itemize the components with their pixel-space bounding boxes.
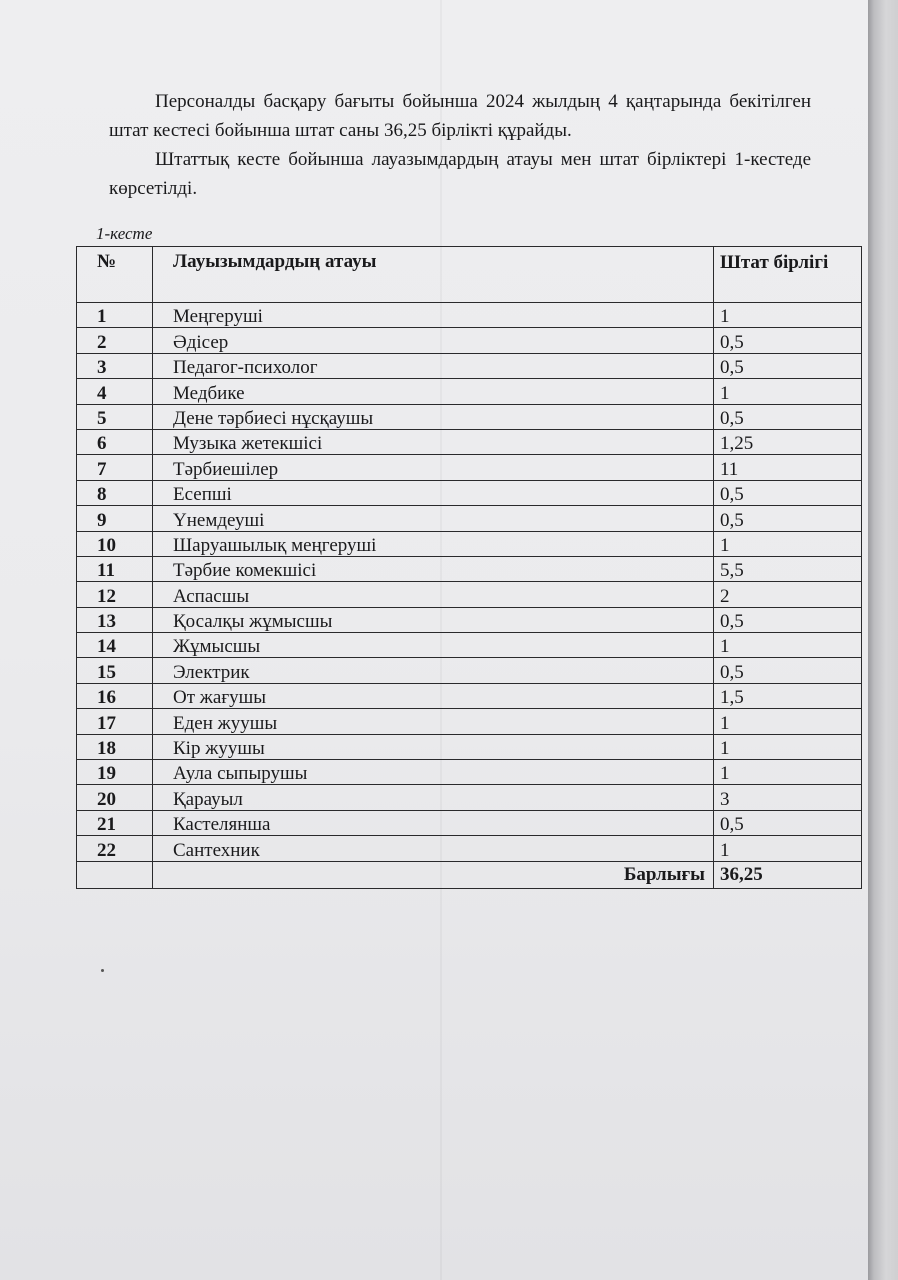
row-staff-units: 1	[714, 836, 862, 861]
row-number: 20	[77, 785, 153, 810]
table-row	[77, 785, 862, 810]
table-row	[77, 379, 862, 404]
table-row	[77, 709, 862, 734]
row-position-name: Аула сыпырушы	[153, 760, 714, 785]
row-position-name: Қосалқы жұмысшы	[153, 607, 714, 632]
row-staff-units: 11	[714, 455, 862, 480]
table-row	[77, 404, 862, 429]
table-row	[77, 760, 862, 785]
row-number: 22	[77, 836, 153, 861]
row-staff-units: 1,25	[714, 429, 862, 454]
row-number: 6	[77, 429, 153, 454]
total-label: Барлығы	[153, 861, 714, 888]
row-position-name: Кастелянша	[153, 810, 714, 835]
staff-table	[76, 246, 862, 889]
row-staff-units: 1,5	[714, 683, 862, 708]
row-staff-units: 0,5	[714, 353, 862, 378]
row-position-name: Тәрбие комекшісі	[153, 556, 714, 581]
row-staff-units: 0,5	[714, 480, 862, 505]
total-value: 36,25	[714, 861, 862, 888]
table-total-row	[77, 861, 862, 888]
row-position-name: Электрик	[153, 658, 714, 683]
row-position-name: Педагог-психолог	[153, 353, 714, 378]
row-staff-units: 1	[714, 760, 862, 785]
row-staff-units: 0,5	[714, 404, 862, 429]
row-number: 11	[77, 556, 153, 581]
row-position-name: Меңгеруші	[153, 303, 714, 328]
row-staff-units: 1	[714, 379, 862, 404]
table-body	[77, 303, 862, 862]
total-empty-cell	[77, 861, 153, 888]
row-staff-units: 0,5	[714, 506, 862, 531]
table-row	[77, 480, 862, 505]
row-number: 5	[77, 404, 153, 429]
row-number: 10	[77, 531, 153, 556]
row-staff-units: 0,5	[714, 658, 862, 683]
row-position-name: Еден жуушы	[153, 709, 714, 734]
row-position-name: Медбике	[153, 379, 714, 404]
table-row	[77, 836, 862, 861]
table-reference-paragraph: Штаттық кесте бойынша лауазымдардың атауы мен штат бірліктері 1-кестеде көрсетілді.	[109, 149, 811, 199]
table-row	[77, 658, 862, 683]
row-number: 12	[77, 582, 153, 607]
table-row	[77, 353, 862, 378]
row-number: 9	[77, 506, 153, 531]
paper-speck	[101, 969, 104, 972]
row-staff-units: 5,5	[714, 556, 862, 581]
row-number: 15	[77, 658, 153, 683]
row-staff-units: 1	[714, 303, 862, 328]
row-staff-units: 0,5	[714, 607, 862, 632]
row-position-name: Тәрбиешілер	[153, 455, 714, 480]
table-row	[77, 429, 862, 454]
table-row	[77, 303, 862, 328]
table-row	[77, 582, 862, 607]
row-position-name: Жұмысшы	[153, 633, 714, 658]
table-row	[77, 328, 862, 353]
row-position-name: Музыка жетекшісі	[153, 429, 714, 454]
row-position-name: Әдісер	[153, 328, 714, 353]
table-row	[77, 556, 862, 581]
row-staff-units: 0,5	[714, 328, 862, 353]
row-staff-units: 1	[714, 633, 862, 658]
header-staff-units: Штат бірлігі	[714, 247, 862, 303]
row-number: 14	[77, 633, 153, 658]
row-staff-units: 0,5	[714, 810, 862, 835]
row-position-name: Дене тәрбиесі нұсқаушы	[153, 404, 714, 429]
row-staff-units: 3	[714, 785, 862, 810]
row-number: 4	[77, 379, 153, 404]
table-row	[77, 531, 862, 556]
row-staff-units: 2	[714, 582, 862, 607]
table-row	[77, 633, 862, 658]
row-number: 13	[77, 607, 153, 632]
row-position-name: Аспасшы	[153, 582, 714, 607]
row-position-name: Кір жуушы	[153, 734, 714, 759]
page-edge-shadow	[868, 0, 898, 1280]
row-number: 17	[77, 709, 153, 734]
table-row	[77, 810, 862, 835]
row-number: 16	[77, 683, 153, 708]
header-number: №	[77, 247, 153, 303]
row-number: 1	[77, 303, 153, 328]
row-position-name: Сантехник	[153, 836, 714, 861]
row-number: 8	[77, 480, 153, 505]
row-position-name: Үнемдеуші	[153, 506, 714, 531]
table-row	[77, 683, 862, 708]
row-position-name: Шаруашылық меңгеруші	[153, 531, 714, 556]
row-staff-units: 1	[714, 734, 862, 759]
row-staff-units: 1	[714, 709, 862, 734]
row-position-name: Қарауыл	[153, 785, 714, 810]
row-number: 2	[77, 328, 153, 353]
table-row	[77, 607, 862, 632]
table-row	[77, 506, 862, 531]
header-position-name: Лауызымдардың атауы	[153, 247, 714, 303]
row-position-name: Есепші	[153, 480, 714, 505]
table-header-row	[77, 247, 862, 303]
row-number: 21	[77, 810, 153, 835]
row-number: 7	[77, 455, 153, 480]
intro-paragraph: Персоналды басқару бағыты бойынша 2024 жылдың 4 қаңтарында бекітілген штат кестесі бойынша штат саны 36,25 бірлікті құрайды.	[109, 91, 811, 141]
row-number: 18	[77, 734, 153, 759]
row-number: 19	[77, 760, 153, 785]
table-row	[77, 734, 862, 759]
row-staff-units: 1	[714, 531, 862, 556]
table-caption: 1-кесте	[96, 224, 153, 243]
table-row	[77, 455, 862, 480]
row-number: 3	[77, 353, 153, 378]
row-position-name: От жағушы	[153, 683, 714, 708]
